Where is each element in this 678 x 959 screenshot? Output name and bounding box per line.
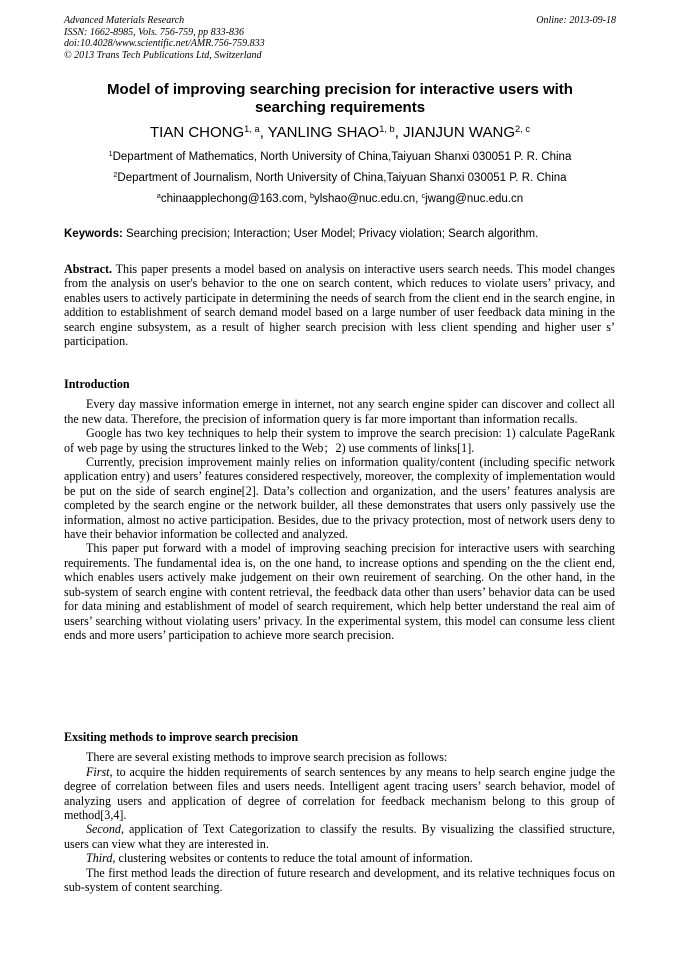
journal-header xyxy=(64,15,616,61)
affiliation-2-text: Department of Journalism, North University of China,Taiyuan Shanxi 030051 P. R. China xyxy=(117,172,567,184)
keywords-text: Searching precision; Interaction; User Model; Privacy violation; Search algorithm. xyxy=(122,228,539,240)
introduction-paragraph-3: Currently, precision improvement mainly relies on information quality/content (including specific network application entry) and users’ features considered respectively, moreover, the complexity of implementation would be put on the side of search engine[2]. Data’s collection and organization, and the users’ features analysis are completed by the search engine or the network builder, all these demonstrates that users only passively use the information, almost no active participation. Besides, due to the privacy protection, most of network users deny to have their behavior information be collected and analyzed. xyxy=(64,455,615,542)
introduction-paragraph-1: Every day massive information emerge in internet, not any search engine spider can discover and collect all the new data. Therefore, the precision of information query is far more important than information recalls. xyxy=(64,397,615,426)
affiliation-2-mark: 2 xyxy=(113,171,118,180)
author-3: JIANJUN WANG xyxy=(403,124,515,141)
title-line-2: searching requirements xyxy=(254,99,426,116)
method-second xyxy=(64,822,615,851)
abstract-text: This paper presents a model based on analysis on interactive users search needs. This model changes from the analysis on user's behavior to the one on search content, which reduces to violate users’ privacy, and enables users to actively participate in determining the needs of search from the client end in the search engine, in addition to establishment of search demand model based on a large number of user feedback data mining in the search engine subsystem, as a result of higher search precision with less client spending and higher user s’ participation. xyxy=(64,262,615,349)
keywords-label: Keywords: xyxy=(64,228,123,240)
author-separator: , xyxy=(259,124,268,141)
method-second-label: Second xyxy=(86,822,121,837)
author-list xyxy=(64,124,616,142)
email-a: chinaapplechong@163.com, xyxy=(160,193,310,205)
method-third-text: , clustering websites or contents to reduce the total amount of information. xyxy=(112,851,473,866)
author-2-affiliation-mark: 1, b xyxy=(379,123,395,134)
email-b-mark: b xyxy=(310,192,314,201)
copyright-line: © 2013 Trans Tech Publications Ltd, Switzerland xyxy=(64,49,262,61)
author-2: YANLING SHAO xyxy=(267,124,380,141)
affiliation-2 xyxy=(64,171,616,185)
journal-name: Advanced Materials Research xyxy=(64,15,185,26)
existing-methods-heading: Exsiting methods to improve search precision xyxy=(64,730,299,744)
author-emails xyxy=(64,192,616,206)
keywords xyxy=(64,227,616,241)
introduction-section xyxy=(64,377,615,642)
email-a-mark: a xyxy=(156,192,161,201)
method-first-label: First xyxy=(86,764,110,779)
email-b: ylshao@nuc.edu.cn, xyxy=(313,193,422,205)
existing-methods-section xyxy=(64,730,615,894)
email-c-mark: c xyxy=(421,192,426,201)
abstract xyxy=(64,262,615,348)
introduction-heading: Introduction xyxy=(64,377,130,391)
author-3-affiliation-mark: 2, c xyxy=(515,123,530,134)
online-date: Online: 2013-09-18 xyxy=(536,15,616,26)
affiliation-1 xyxy=(64,150,616,164)
affiliation-1-mark: 1 xyxy=(108,150,113,159)
abstract-label: Abstract. xyxy=(64,262,113,276)
method-second-text: , application of Text Categorization to classify the results. By visualizing the classified structure, users can view what they are interested in. xyxy=(64,822,615,851)
method-first xyxy=(64,765,615,823)
introduction-paragraph-2: Google has two key techniques to help their system to improve the search precision: 1) calculate PageRank of web page by using the structures linked to the Web；2) use comments of links[1]. xyxy=(64,426,615,455)
introduction-paragraph-4: This paper put forward with a model of improving seaching precision for interactive users with searching requirements. The fundamental idea is, on the one hand, to increase options and spending on the the client end, which enables users actively make judgement on their own reuirement of searching. On the other hand, in the sub-system of search engine with content retrieval, the feedback data other than users’ behavior data can be used for data mining and establishment of model of search requirement, which help better understand the real aim of users’ searching without violating users’ privacy. In the experimental system, this model can consume less client ends and more users’ participation to achieve more search precision. xyxy=(64,541,615,642)
issn-line: ISSN: 1662-8985, Vols. 756-759, pp 833-836 xyxy=(64,26,244,38)
title-line-1: Model of improving searching precision for interactive users with xyxy=(107,81,573,98)
existing-methods-intro: There are several existing methods to improve search precision as follows: xyxy=(86,750,448,765)
method-first-text: , to acquire the hidden requirements of search sentences by any means to help search engine judge the degree of correlation between files and users needs. Intelligent agent tracing users’ search behavior, model of analyzing users and application of degree of correlation for feedback mechanism belong to this group of method[3,4]. xyxy=(64,764,615,823)
author-separator: , xyxy=(394,124,404,141)
author-1: TIAN CHONG xyxy=(150,124,245,141)
author-1-affiliation-mark: 1, a xyxy=(244,123,260,134)
paper-title xyxy=(64,81,616,117)
email-c: jwang@nuc.edu.cn xyxy=(425,193,524,205)
doi-line: doi:10.4028/www.scientific.net/AMR.756-759.833 xyxy=(64,38,265,49)
method-third-label: Third xyxy=(86,851,113,866)
affiliation-1-text: Department of Mathematics, North University of China,Taiyuan Shanxi 030051 P. R. China xyxy=(112,151,572,163)
method-third xyxy=(64,851,615,865)
existing-methods-conclusion: The first method leads the direction of future research and development, and its relative techniques focus on sub-system of content searching. xyxy=(64,865,615,895)
